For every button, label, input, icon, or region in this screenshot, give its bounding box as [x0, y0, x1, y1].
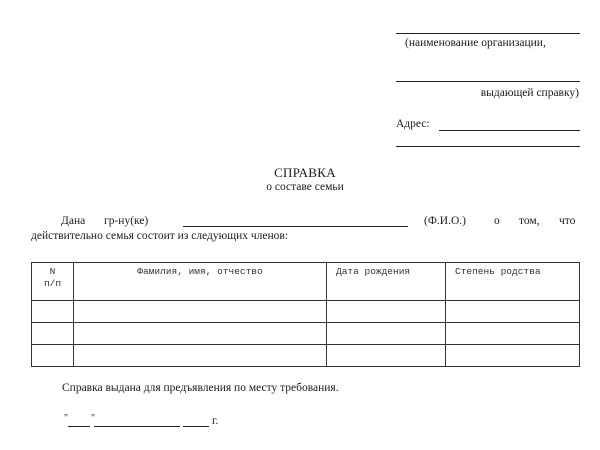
cell-number[interactable]	[32, 301, 74, 323]
given-word: Дана	[61, 215, 86, 227]
org-name-label: (наименование организации,	[405, 37, 546, 49]
column-header-fullname: Фамилия, имя, отчество	[74, 263, 327, 301]
purpose-text: Справка выдана для предъявления по месту требования.	[62, 382, 339, 394]
word-chto: что	[559, 215, 576, 227]
fio-line[interactable]	[183, 226, 408, 227]
cell-relation[interactable]	[446, 345, 580, 367]
table-row	[32, 323, 580, 345]
fio-label: (Ф.И.О.)	[424, 215, 466, 227]
date-quote-close: "	[91, 413, 96, 424]
org-issuer-label: выдающей справку)	[480, 87, 579, 99]
date-quote-open: "	[64, 413, 69, 424]
org-name-line[interactable]	[396, 33, 580, 34]
address-label: Адрес:	[396, 118, 430, 130]
cell-birthdate[interactable]	[327, 301, 446, 323]
family-members-table	[31, 262, 580, 367]
cell-birthdate[interactable]	[327, 323, 446, 345]
table-row	[32, 301, 580, 323]
cell-relation[interactable]	[446, 323, 580, 345]
column-header-number-line2: п/п	[43, 278, 62, 289]
year-suffix: г.	[212, 415, 219, 427]
column-header-number-line1: N	[49, 266, 56, 277]
column-header-birthdate: Дата рождения	[327, 263, 446, 301]
document-title: СПРАВКА	[274, 165, 336, 180]
document-subtitle: о составе семьи	[266, 181, 344, 193]
address-line-2[interactable]	[396, 146, 580, 147]
cell-fullname[interactable]	[74, 301, 327, 323]
date-day-line[interactable]	[68, 426, 90, 427]
word-o: о	[494, 215, 500, 227]
citizen-word: гр-ну(ке)	[104, 215, 149, 227]
cell-relation[interactable]	[446, 301, 580, 323]
address-line[interactable]	[439, 130, 580, 131]
date-month-line[interactable]	[94, 426, 180, 427]
date-year-line[interactable]	[183, 426, 209, 427]
table-header-row	[32, 263, 580, 301]
table-row	[32, 345, 580, 367]
column-header-number	[32, 263, 74, 301]
cell-birthdate[interactable]	[327, 345, 446, 367]
cell-number[interactable]	[32, 323, 74, 345]
cell-fullname[interactable]	[74, 323, 327, 345]
cell-fullname[interactable]	[74, 345, 327, 367]
column-header-relation: Степень родства	[446, 263, 580, 301]
org-issuer-line[interactable]	[396, 81, 580, 82]
cell-number[interactable]	[32, 345, 74, 367]
body-line-2: действительно семья состоит из следующих членов:	[31, 230, 289, 242]
word-tom: том,	[519, 215, 540, 227]
